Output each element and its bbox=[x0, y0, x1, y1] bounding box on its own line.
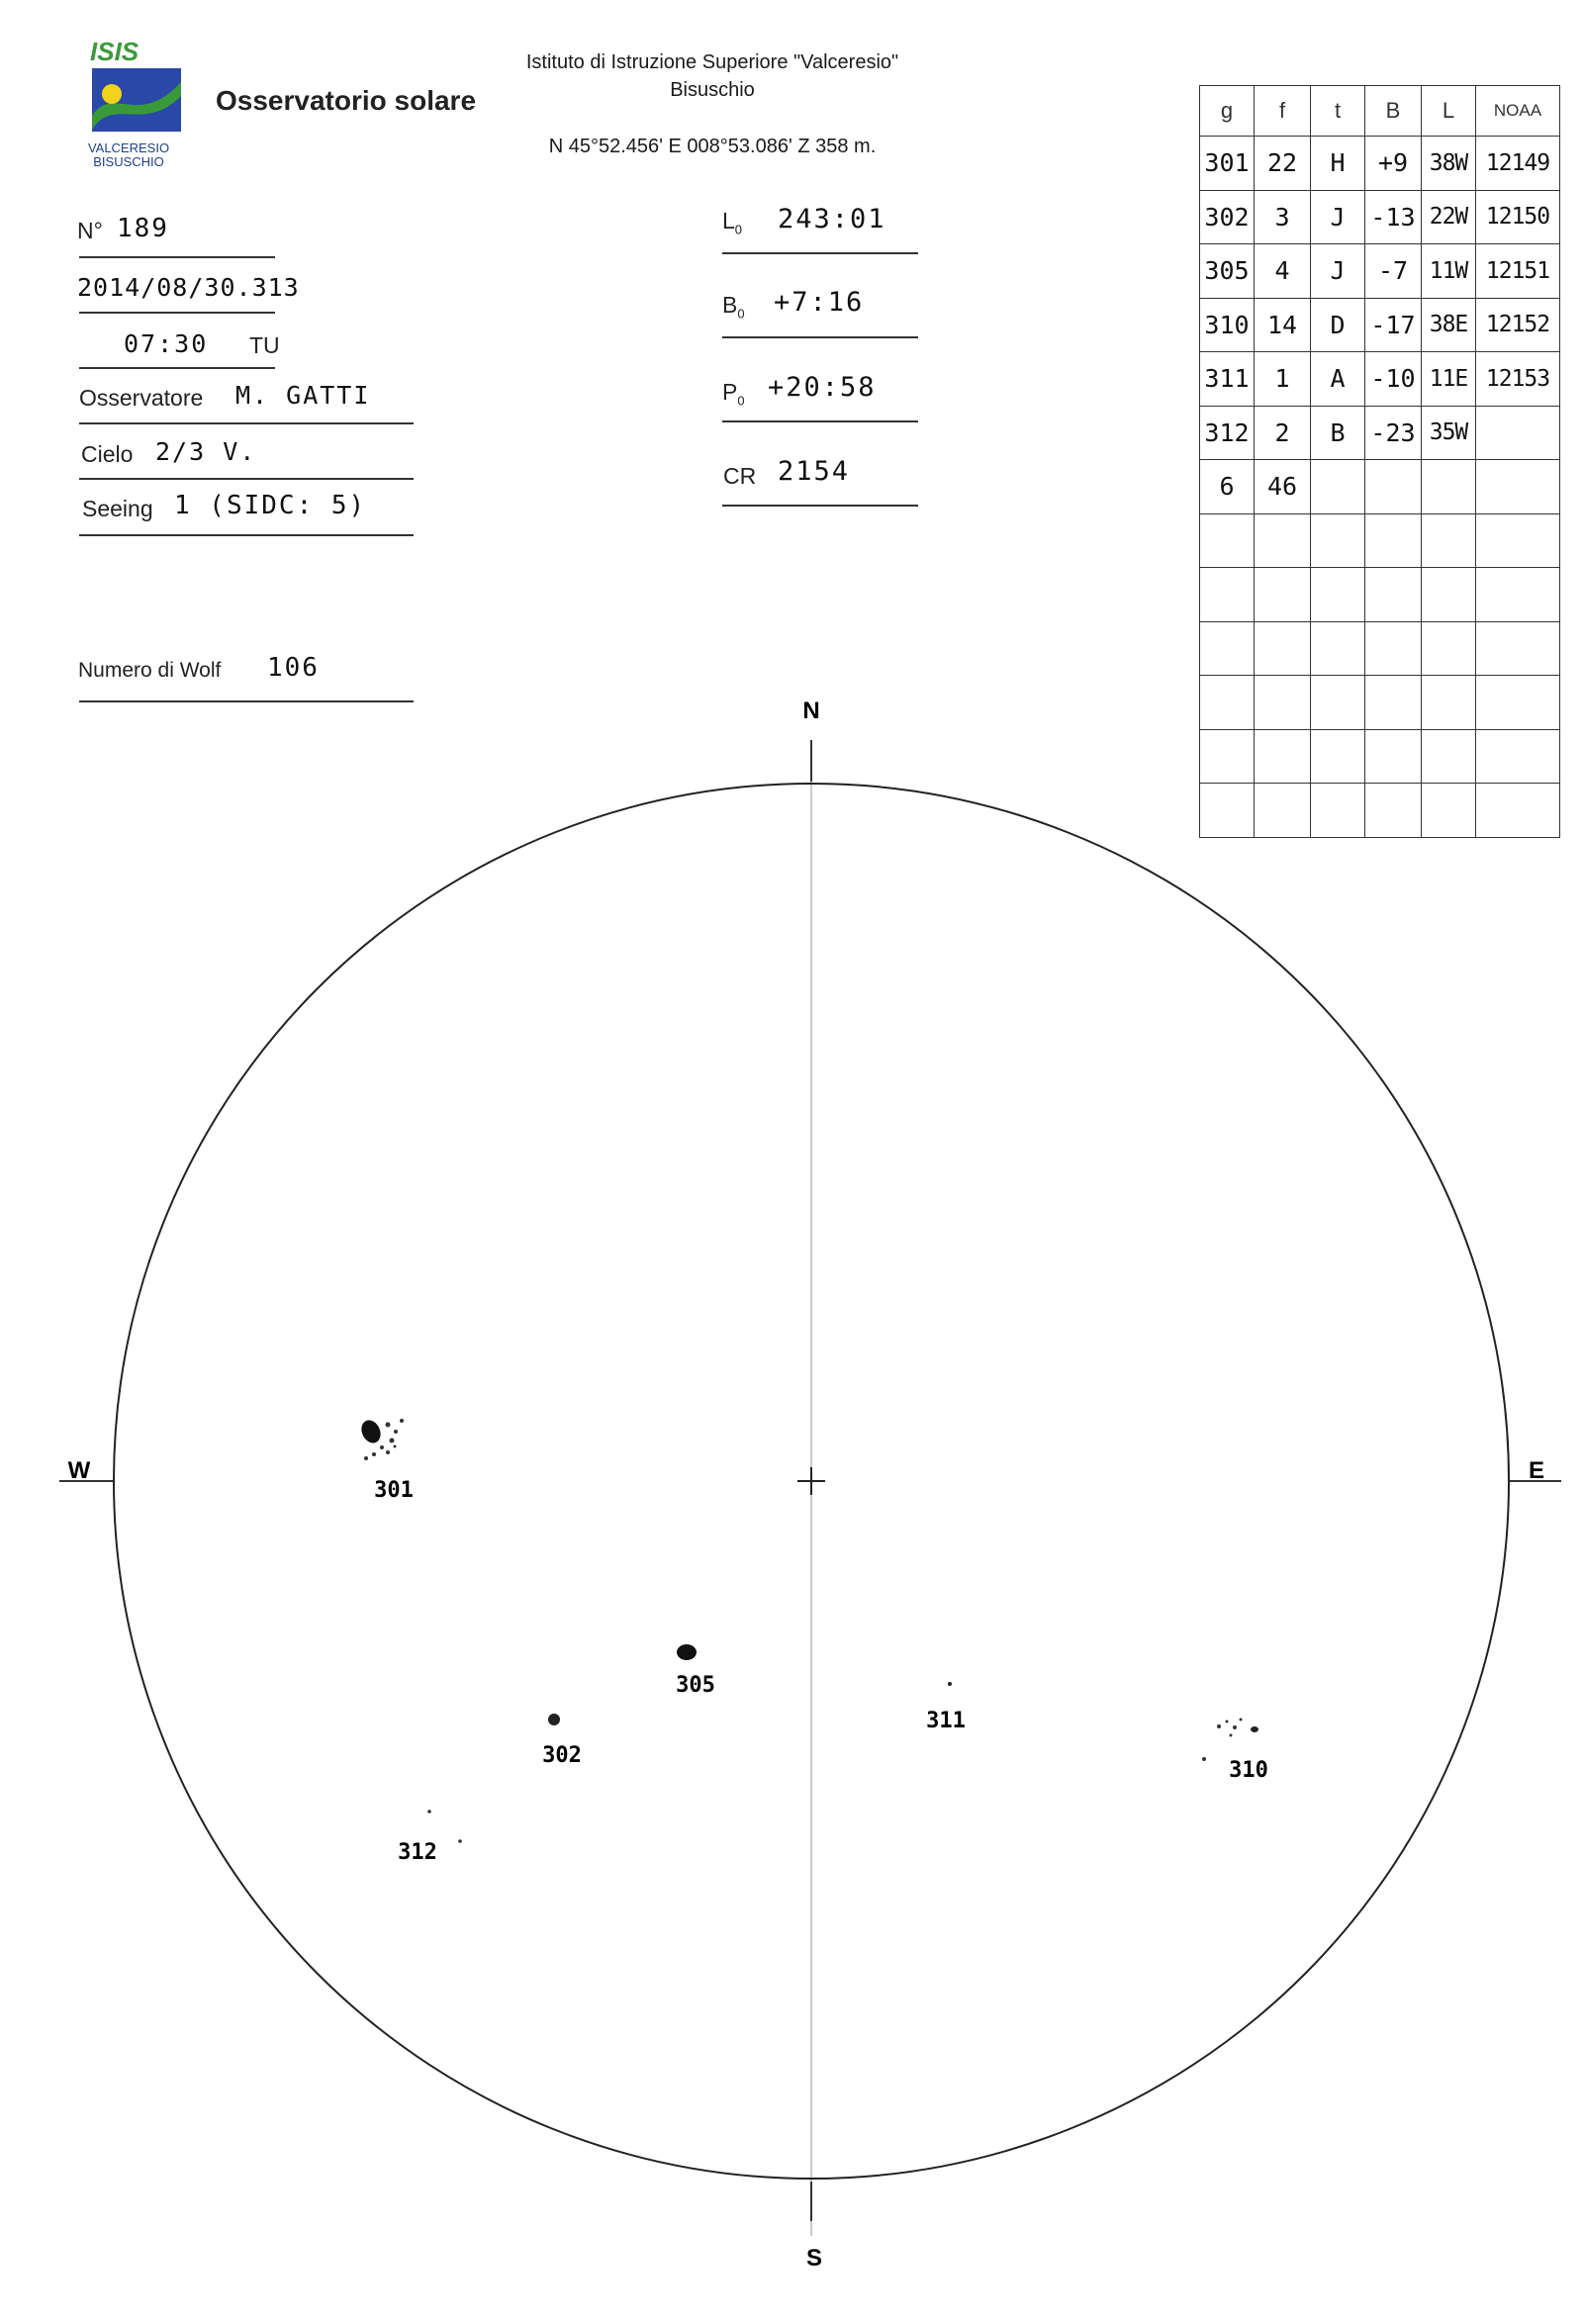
l0-value: 243:01 bbox=[778, 204, 886, 234]
sunspot bbox=[1230, 1734, 1233, 1737]
cell-b: +9 bbox=[1365, 137, 1422, 191]
cell-b: -23 bbox=[1365, 406, 1422, 460]
cell-g: 302 bbox=[1200, 190, 1255, 244]
header-t: t bbox=[1311, 86, 1365, 137]
cell-b: -10 bbox=[1365, 352, 1422, 407]
sunspot bbox=[400, 1419, 404, 1423]
cell-l: 38E bbox=[1422, 298, 1476, 352]
cell-f: 14 bbox=[1255, 298, 1311, 352]
wolf-value: 106 bbox=[267, 653, 320, 683]
sunspot bbox=[372, 1452, 376, 1456]
west-label: W bbox=[67, 1457, 91, 1484]
cell-noaa: 12150 bbox=[1476, 190, 1560, 244]
sunspot bbox=[1202, 1757, 1206, 1761]
cell-f: 2 bbox=[1255, 406, 1311, 460]
cell-g: 311 bbox=[1200, 352, 1255, 407]
cell-l: 11E bbox=[1422, 352, 1476, 407]
sunspot bbox=[386, 1450, 390, 1454]
header-noaa: NOAA bbox=[1476, 86, 1560, 137]
p0-value: +20:58 bbox=[768, 372, 877, 403]
sunspot bbox=[1240, 1719, 1243, 1721]
observer-value: M. GATTI bbox=[235, 381, 371, 410]
cell-f: 22 bbox=[1255, 137, 1311, 191]
group-label-310: 310 bbox=[1229, 1758, 1268, 1783]
seeing-label: Seeing bbox=[82, 496, 153, 521]
cell-f: 4 bbox=[1255, 244, 1311, 299]
number-value: 189 bbox=[117, 214, 169, 243]
cell-noaa: 12149 bbox=[1476, 137, 1560, 191]
cell-b: -7 bbox=[1365, 244, 1422, 299]
cell-t: J bbox=[1311, 244, 1365, 299]
sunspot bbox=[394, 1445, 397, 1448]
group-label-312: 312 bbox=[398, 1840, 437, 1865]
logo-wordmark: ISIS bbox=[90, 37, 140, 66]
cell-b: -13 bbox=[1365, 190, 1422, 244]
cell-b: -17 bbox=[1365, 298, 1422, 352]
sunspot-group-312 bbox=[427, 1810, 462, 1843]
cell-l: 38W bbox=[1422, 137, 1476, 191]
sunspot bbox=[358, 1417, 384, 1445]
logo-caption-line2: BISUSCHIO bbox=[93, 154, 164, 169]
l0-label: $L_0$ bbox=[722, 208, 743, 237]
sunspot bbox=[390, 1439, 395, 1443]
cell-noaa: 12153 bbox=[1476, 352, 1560, 407]
header-l: L bbox=[1422, 86, 1476, 137]
sunspot bbox=[1233, 1725, 1237, 1729]
south-label: S bbox=[805, 2245, 823, 2272]
cell-f: 3 bbox=[1255, 190, 1311, 244]
institute-town: Bisuschio bbox=[670, 79, 755, 101]
cell-t: D bbox=[1311, 298, 1365, 352]
sunspot bbox=[1226, 1720, 1229, 1723]
cell-g: 305 bbox=[1200, 244, 1255, 299]
cell-f: 1 bbox=[1255, 352, 1311, 407]
group-label-311: 311 bbox=[926, 1709, 966, 1733]
sky-label: Cielo bbox=[81, 441, 134, 467]
sunspot-group-310 bbox=[1202, 1719, 1258, 1762]
cell-t: B bbox=[1311, 406, 1365, 460]
sunspot bbox=[394, 1430, 398, 1434]
sunspot bbox=[548, 1714, 560, 1725]
cell-l: 35W bbox=[1422, 406, 1476, 460]
sunspot-group-305 bbox=[677, 1644, 697, 1660]
group-label-302: 302 bbox=[542, 1743, 582, 1768]
group-label-301: 301 bbox=[374, 1478, 414, 1503]
cell-g: 312 bbox=[1200, 406, 1255, 460]
sunspot bbox=[948, 1682, 952, 1686]
wolf-label: Numero di Wolf bbox=[78, 659, 222, 682]
cell-g: 301 bbox=[1200, 137, 1255, 191]
group-label-305: 305 bbox=[676, 1673, 715, 1698]
header-b: B bbox=[1365, 86, 1422, 137]
page-title: Osservatorio solare bbox=[216, 85, 477, 116]
sunspot-group-302 bbox=[548, 1714, 560, 1725]
sunspot bbox=[427, 1810, 431, 1813]
sunspot bbox=[364, 1456, 368, 1460]
cell-t: J bbox=[1311, 190, 1365, 244]
east-label: E bbox=[1528, 1457, 1545, 1484]
cell-noaa: 12151 bbox=[1476, 244, 1560, 299]
header-f: f bbox=[1255, 86, 1311, 137]
sunspot bbox=[386, 1423, 391, 1428]
seeing-value: 1 (SIDC: 5) bbox=[174, 491, 367, 520]
cell-t: A bbox=[1311, 352, 1365, 407]
sky-value: 2/3 V. bbox=[155, 437, 257, 466]
sunspot bbox=[677, 1644, 697, 1660]
time-unit: TU bbox=[249, 332, 280, 358]
logo-caption-line1: VALCERESIO bbox=[87, 140, 170, 155]
number-label: N° bbox=[77, 218, 103, 243]
cell-noaa: 12152 bbox=[1476, 298, 1560, 352]
sunspot bbox=[458, 1839, 462, 1843]
cell-g: 6 bbox=[1200, 460, 1255, 514]
sunspot-group-301 bbox=[358, 1417, 404, 1460]
institute-name: Istituto di Istruzione Superiore "Valceresio" bbox=[525, 51, 899, 73]
cell-g: 310 bbox=[1200, 298, 1255, 352]
cell-l: 11W bbox=[1422, 244, 1476, 299]
date-value: 2014/08/30.313 bbox=[77, 273, 300, 302]
cell-f: 46 bbox=[1255, 460, 1311, 514]
observer-label: Osservatore bbox=[79, 385, 204, 411]
observatory-coordinates: N 45°52.456' E 008°53.086' Z 358 m. bbox=[548, 136, 877, 157]
sunspot-group-311 bbox=[948, 1682, 952, 1686]
sunspot bbox=[1217, 1724, 1221, 1728]
header-g: g bbox=[1200, 86, 1255, 137]
time-value: 07:30 bbox=[124, 329, 209, 358]
north-label: N bbox=[802, 697, 820, 724]
b0-value: +7:16 bbox=[774, 287, 865, 318]
cr-value: 2154 bbox=[778, 456, 851, 487]
cell-t: H bbox=[1311, 137, 1365, 191]
cr-label: CR bbox=[723, 463, 757, 489]
sunspot bbox=[1251, 1726, 1258, 1732]
cell-l: 22W bbox=[1422, 190, 1476, 244]
p0-label: $P_0$ bbox=[722, 379, 745, 409]
b0-label: $B_0$ bbox=[722, 292, 745, 322]
sunspot bbox=[380, 1445, 384, 1449]
